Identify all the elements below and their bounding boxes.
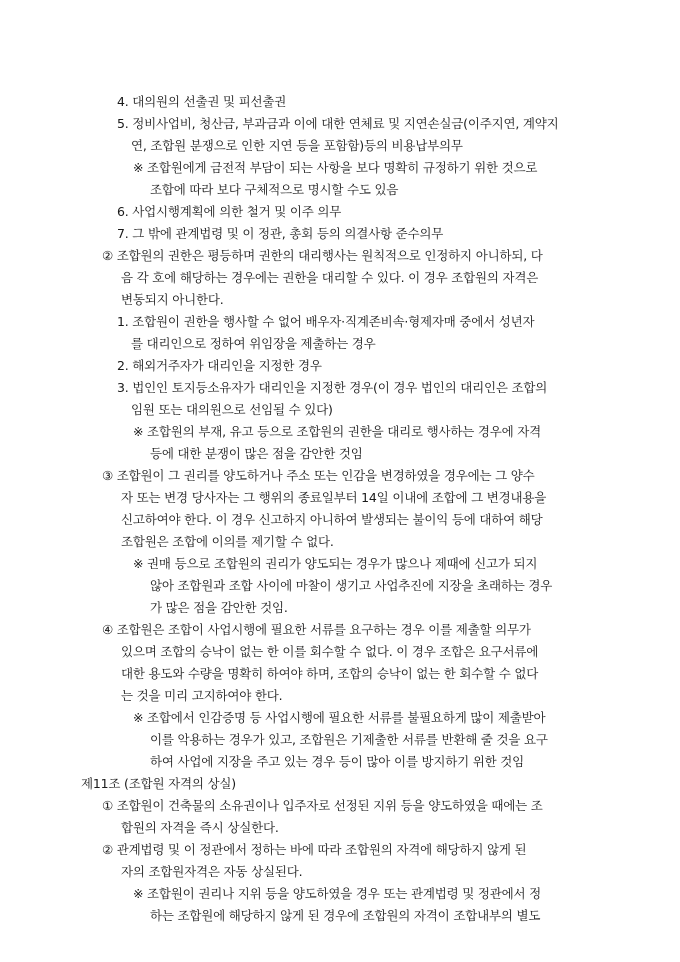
item-3-line: 3. 법인인 토지등소유자가 대리인을 지정한 경우(이 경우 법인의 대리인은 조합의: [117, 380, 548, 395]
item-3-continuation: 임원 또는 대의원으로 선임될 수 있다): [131, 402, 333, 417]
item-1-line: 1. 조합원이 권한을 행사할 수 없어 배우자·직계존비속·형제자매 중에서 성년자: [117, 314, 535, 329]
paragraph-2-continuation: 자의 조합원자격은 자동 상실된다.: [121, 864, 303, 879]
note-continuation: 하여 사업에 지장을 주고 있는 경우 등이 많아 이를 방지하기 위한 것임: [150, 754, 525, 769]
item-5-continuation: 연, 조합원 분쟁으로 인한 지연 등을 포함함)등의 비용납부의무: [131, 138, 463, 153]
paragraph-2-continuation: 음 각 호에 해당하는 경우에는 권한을 대리할 수 있다. 이 경우 조합원의 자격은: [121, 270, 539, 285]
item-1-continuation: 를 대리인으로 정하여 위임장을 제출하는 경우: [131, 336, 376, 351]
paragraph-2-line: ② 조합원의 권한은 평등하며 권한의 대리행사는 원칙적으로 인정하지 아니하되, 다: [102, 248, 543, 263]
paragraph-3-continuation: 신고하여야 한다. 이 경우 신고하지 아니하여 발생되는 불이익 등에 대하여 해당: [121, 512, 543, 527]
paragraph-4-continuation: 는 것을 미리 고지하여야 한다.: [121, 688, 283, 703]
paragraph-3-continuation: 조합원은 조합에 이의를 제기할 수 없다.: [121, 534, 334, 549]
item-2-line: 2. 해외거주자가 대리인을 지정한 경우: [117, 358, 322, 373]
paragraph-3-line: ③ 조합원이 그 권리를 양도하거나 주소 또는 인감을 변경하였을 경우에는 그 양수: [102, 468, 535, 483]
note-continuation: 가 많은 점을 감안한 것임.: [150, 600, 288, 615]
note-continuation: 조합에 따라 보다 구체적으로 명시할 수도 있음: [150, 182, 399, 197]
paragraph-4-continuation: 있으며 조합의 승낙이 없는 한 이를 회수할 수 없다. 이 경우 조합은 요구서류에: [121, 644, 539, 659]
item-7-line: 7. 그 밖에 관계법령 및 이 정관, 총회 등의 의결사항 준수의무: [117, 226, 444, 241]
article-11-heading: 제11조 (조합원 자격의 상실): [81, 776, 236, 791]
item-4-line: 4. 대의원의 선출권 및 피선출권: [117, 94, 287, 109]
note-line: ※ 조합원에게 금전적 부담이 되는 사항을 보다 명확히 규정하기 위한 것으로: [133, 160, 538, 175]
note-continuation: 이를 악용하는 경우가 있고, 조합원은 기제출한 서류를 반환해 줄 것을 요구: [150, 732, 548, 747]
note-continuation: 등에 대한 분쟁이 많은 점을 감안한 것임: [150, 446, 363, 461]
paragraph-1-continuation: 합원의 자격을 즉시 상실한다.: [121, 820, 279, 835]
paragraph-1-line: ① 조합원이 건축물의 소유권이나 입주자로 선정된 지위 등을 양도하였을 때에는 조: [102, 798, 543, 813]
note-line: ※ 조합원이 권리나 지위 등을 양도하였을 경우 또는 관계법령 및 정관에서 정: [133, 886, 542, 901]
note-continuation: 않아 조합원과 조합 사이에 마찰이 생기고 사업추진에 지장을 초래하는 경우: [150, 578, 553, 593]
paragraph-4-line: ④ 조합원은 조합이 사업시행에 필요한 서류를 요구하는 경우 이를 제출할 의무가: [102, 622, 531, 637]
item-5-line: 5. 정비사업비, 청산금, 부과금과 이에 대한 연체료 및 지연손실금(이주지연, 계약지: [117, 116, 559, 131]
paragraph-3-continuation: 자 또는 변경 당사자는 그 행위의 종료일부터 14일 이내에 조합에 그 변경내용을: [121, 490, 547, 505]
note-continuation: 하는 조합원에 해당하지 않게 된 경우에 조합원의 자격이 조합내부의 별도: [150, 908, 541, 923]
item-6-line: 6. 사업시행계획에 의한 철거 및 이주 의무: [117, 204, 342, 219]
note-line: ※ 조합에서 인감증명 등 사업시행에 필요한 서류를 불필요하게 많이 제출받아: [133, 710, 546, 725]
paragraph-4-continuation: 대한 용도와 수량을 명확히 하여야 하며, 조합의 승낙이 없는 한 회수할 수 없다: [121, 666, 539, 681]
note-line: ※ 권매 등으로 조합원의 권리가 양도되는 경우가 많으나 제때에 신고가 되지: [133, 556, 538, 571]
paragraph-2-line: ② 관계법령 및 이 정관에서 정하는 바에 따라 조합원의 자격에 해당하지 않게 된: [102, 842, 527, 857]
note-line: ※ 조합원의 부재, 유고 등으로 조합원의 권한을 대리로 행사하는 경우에 자격: [133, 424, 542, 439]
paragraph-2-continuation: 변동되지 아니한다.: [121, 292, 224, 307]
